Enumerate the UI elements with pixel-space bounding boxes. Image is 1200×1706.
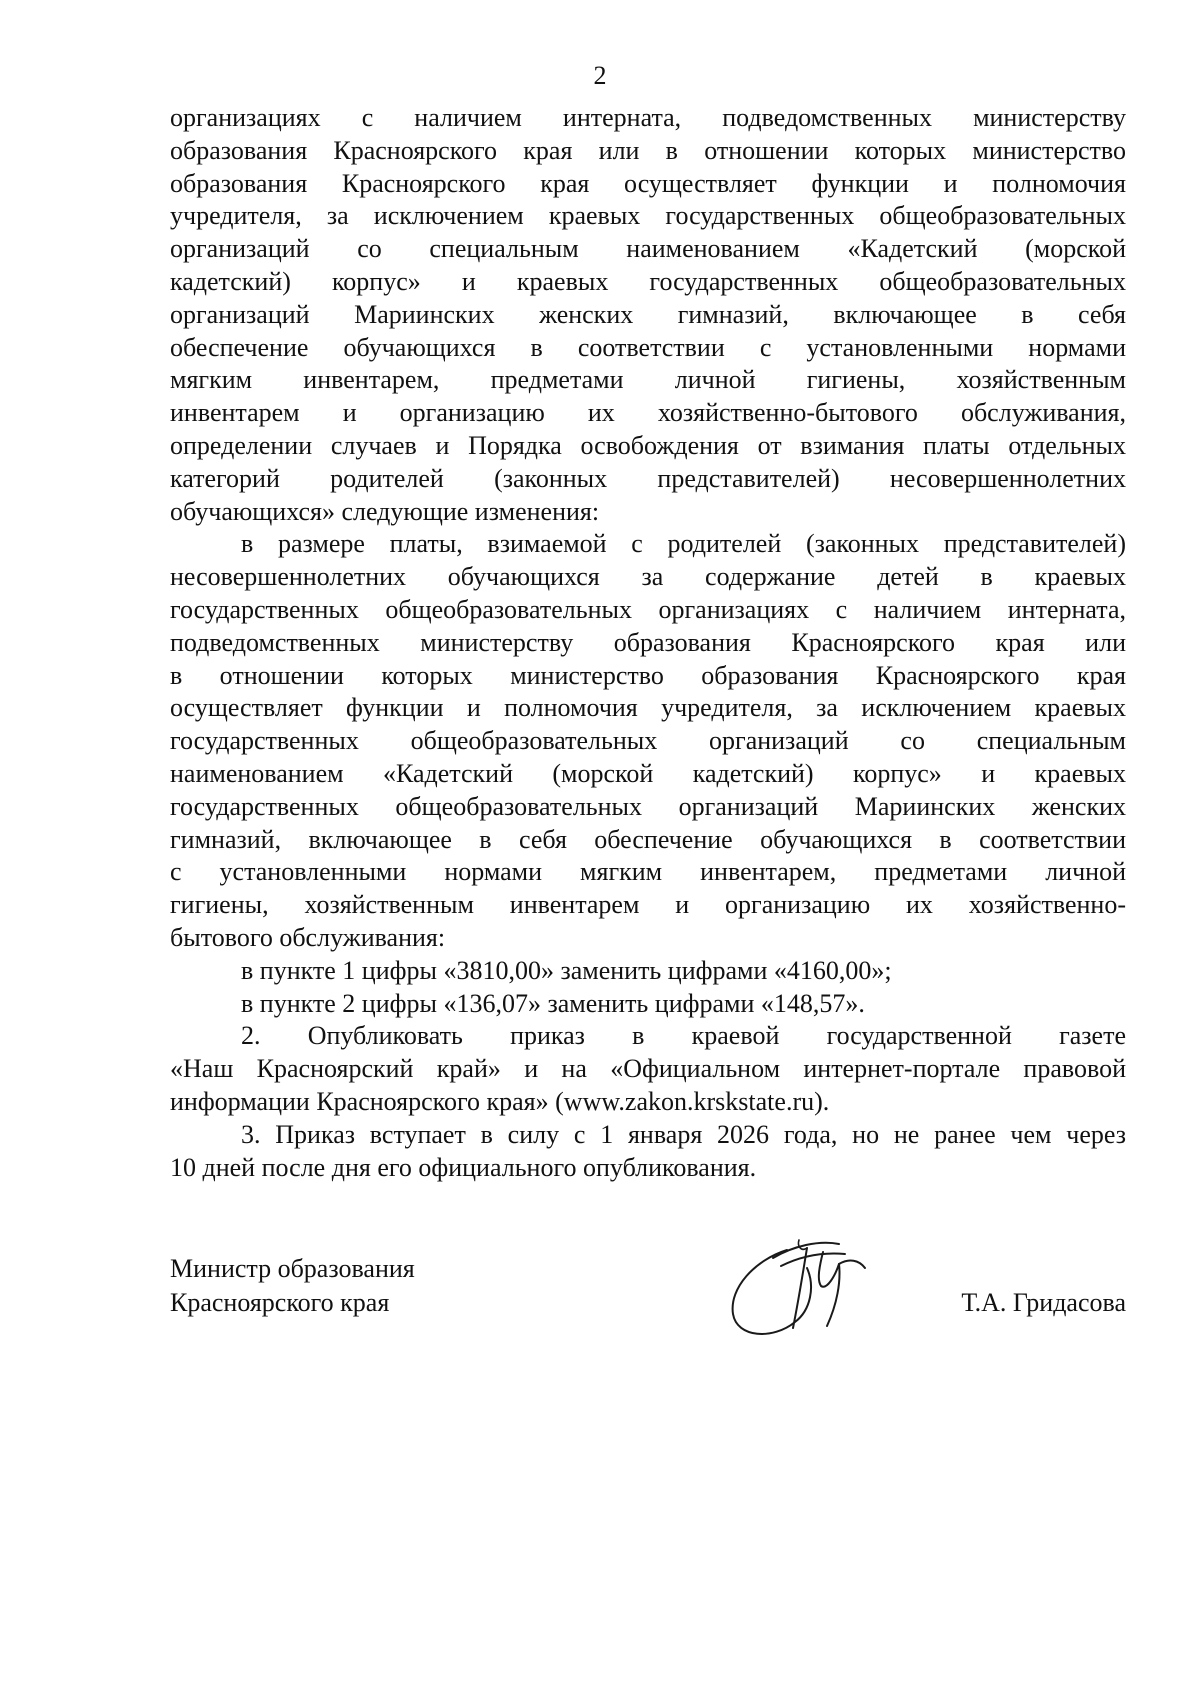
body-line: образования Красноярского края или в отношении которых министерство [170,135,1126,165]
body-line: наименованием «Кадетский (морской кадетский) корпус» и краевых [170,758,1126,788]
body-line: 3. Приказ вступает в силу с 1 января 2026 года, но не ранее чем через [241,1119,1126,1149]
body-line: организаций со специальным наименованием «Кадетский (морской [170,234,1126,264]
body-line: осуществляет функции и полномочия учредителя, за исключением краевых [170,693,1126,723]
body-line: 2. Опубликовать приказ в краевой государственной газете [241,1021,1126,1051]
body-line: инвентарем и организацию их хозяйственно-бытового обслуживания, [170,398,1126,428]
body-line: организаций Мариинских женских гимназий, включающее в себя [170,299,1126,329]
body-line: с установленными нормами мягким инвентарем, предметами личной [170,857,1126,887]
body-line: государственных общеобразовательных организаций со специальным [170,726,1126,756]
body-line: подведомственных министерству образования Красноярского края или [170,627,1126,657]
body-line: гигиены, хозяйственным инвентарем и организацию их хозяйственно- [170,890,1126,920]
body-line: информации Красноярского края» (www.zakon.krskstate.ru). [170,1086,830,1116]
body-line: 10 дней после дня его официального опубликования. [170,1152,757,1182]
body-line: государственных общеобразовательных организаций Мариинских женских [170,791,1126,821]
body-line: бытового обслуживания: [170,922,446,952]
body-line: учредителя, за исключением краевых государственных общеобразовательных [170,201,1126,231]
signatory-name: Т.А. Гридасова [961,1288,1126,1317]
body-line: категорий родителей (законных представителей) несовершеннолетних [170,463,1126,493]
body-line: обеспечение обучающихся в соответствии с установленными нормами [170,332,1126,362]
handwritten-signature [715,1228,885,1346]
body-line: определении случаев и Порядка освобождения от взимания платы отдельных [170,430,1126,460]
body-line: несовершеннолетних обучающихся за содержание детей в краевых [170,562,1126,592]
signatory-title-line-2: Красноярского края [170,1288,390,1317]
body-line: гимназий, включающее в себя обеспечение обучающихся в соответствии [170,824,1126,854]
body-line: в пункте 1 цифры «3810,00» заменить цифрами «4160,00»; [241,955,892,985]
body-line: в отношении которых министерство образования Красноярского края [170,660,1126,690]
body-line: обучающихся» следующие изменения: [170,496,600,526]
body-line: в размере платы, взимаемой с родителей (законных представителей) [241,529,1126,559]
signatory-title-line-1: Министр образования [170,1254,415,1283]
body-line: образования Красноярского края осуществляет функции и полномочия [170,168,1126,198]
body-line: мягким инвентарем, предметами личной гигиены, хозяйственным [170,365,1126,395]
signature-svg [715,1228,885,1346]
body-line: «Наш Красноярский край» и на «Официальном интернет-портале правовой [170,1054,1126,1084]
body-line: организациях с наличием интерната, подведомственных министерству [170,103,1126,132]
body-line: государственных общеобразовательных организациях с наличием интерната, [170,594,1126,624]
page-number: 2 [593,61,607,90]
body-line: кадетский) корпус» и краевых государственных общеобразовательных [170,266,1126,296]
document-body [170,102,1126,1184]
signature-block [170,1252,1126,1320]
body-line: в пункте 2 цифры «136,07» заменить цифрами «148,57». [241,988,865,1018]
